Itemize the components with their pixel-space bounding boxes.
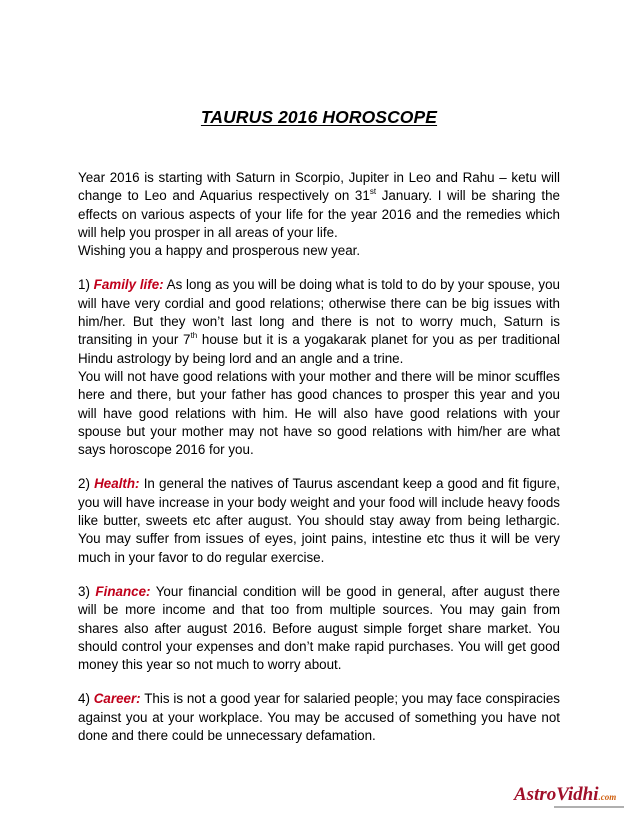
astrovidhi-logo <box>514 784 626 814</box>
section-finance <box>78 583 560 674</box>
section-heading-finance: Finance: <box>95 583 151 599</box>
section-text: house but it is a yogakarak planet for you as per traditional Hindu astrology by being lord and an angle and a trine. <box>78 332 560 366</box>
logo-text <box>514 784 616 806</box>
logo-domain: .com <box>598 792 617 802</box>
logo-name: AstroVidhi <box>514 784 599 805</box>
section-family-continued: You will not have good relations with your mother and there will be minor scuffles here and there, but your father has good chances to prosper this year and you will have good relations with him. He will also have good relations with your spouse but your mother may not have so good relations with him/her are what says horoscope 2016 for you. <box>78 368 560 458</box>
section-number: 1) <box>78 277 90 293</box>
intro-wishes: Wishing you a happy and prosperous new year. <box>78 243 361 259</box>
section-number: 3) <box>78 583 90 599</box>
section-heading-career: Career: <box>93 691 141 707</box>
section-heading-health: Health: <box>94 476 140 492</box>
intro-paragraph <box>78 169 560 242</box>
section-number: 2) <box>78 476 90 492</box>
section-number: 4) <box>78 691 90 707</box>
page-title: TAURUS 2016 HOROSCOPE <box>200 107 438 127</box>
logo-tagline-bar <box>554 806 624 808</box>
section-text: Your financial condition will be good in general, after august there will be more income and that too from multiple sources. You may gain from shares also after august 2016. Before august simple forget share market. You should control your expenses and don’t make rapid purchases. You will get good money this year so not much to worry about. <box>78 583 560 673</box>
intro-superscript: st <box>369 187 377 197</box>
intro-text-b: January. I will be sharing the effects on various aspects of your life for the year 2016 and the remedies which will help you prosper in all areas of your life. <box>78 188 560 240</box>
section-text: As long as you will be doing what is told to do by your spouse, you will have very cordial and good relations; otherwise there can be big issues with him/her. But they won’t last long and there is not to worry much, Saturn is transiting in your 7 <box>78 277 560 348</box>
section-text: In general the natives of Taurus ascendant keep a good and fit figure, you will have increase in your body weight and your food will include heavy foods like butter, sweets etc after august. You should stay away from being lethargic. You may suffer from issues of eyes, joint pains, intestine etc thus it will be very much in your favor to do regular exercise. <box>78 476 560 565</box>
section-heading-family: Family life: <box>93 277 164 293</box>
document-body <box>78 169 560 745</box>
intro-text-a: Year 2016 is starting with Saturn in Scorpio, Jupiter in Leo and Rahu – ketu will change to Leo and Aquarius respectively on 31 <box>78 170 560 204</box>
section-career <box>78 690 560 745</box>
section-health <box>78 475 560 566</box>
section-text: This is not a good year for salaried people; you may face conspiracies against you at your workplace. You may be accused of something you have not done and there could be unnecessary defamation. <box>78 691 560 744</box>
section-family <box>78 276 560 367</box>
section-superscript: th <box>190 331 198 341</box>
